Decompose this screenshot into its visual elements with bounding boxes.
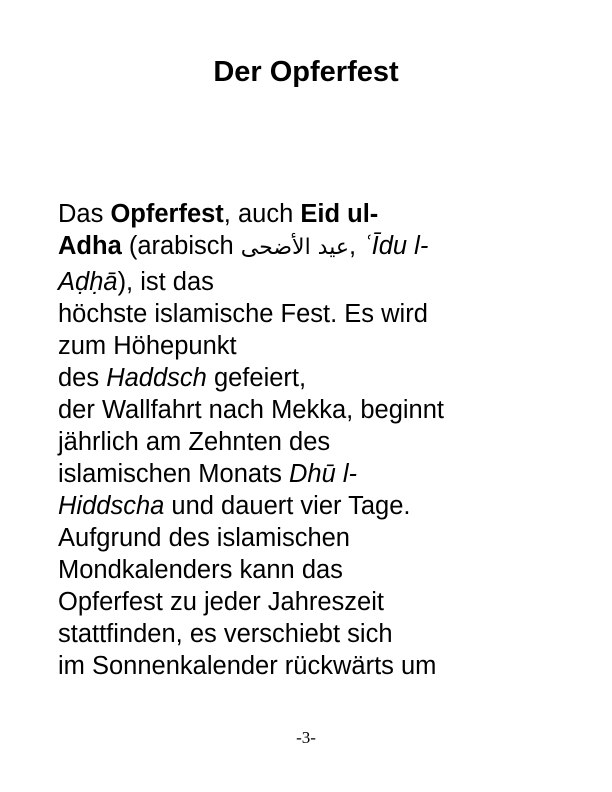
bold-term: Opferfest bbox=[110, 200, 224, 228]
text-line: im Sonnenkalender rückwärts um bbox=[58, 652, 437, 680]
text-line: Mondkalenders kann das bbox=[58, 556, 343, 584]
text-line bbox=[58, 490, 558, 522]
body-paragraph bbox=[58, 198, 558, 682]
text-line: höchste islamische Fest. Es wird bbox=[58, 300, 428, 328]
arabic-term: عيد الأضحى bbox=[240, 235, 349, 260]
italic-term: ʿĪdu l- bbox=[363, 232, 429, 260]
page-title: Der Opferfest bbox=[213, 56, 399, 88]
text-run: , auch bbox=[223, 200, 301, 228]
italic-term: Dhū l- bbox=[289, 460, 358, 488]
text-line bbox=[58, 458, 558, 490]
text-line bbox=[58, 362, 558, 394]
text-line: jährlich am Zehnten des bbox=[58, 428, 331, 456]
bold-term: Adha bbox=[58, 232, 122, 260]
text-run: des bbox=[58, 364, 107, 392]
italic-term: Hiddscha bbox=[58, 492, 165, 520]
text-line: Opferfest zu jeder Jahreszeit bbox=[58, 588, 384, 616]
italic-term: Haddsch bbox=[106, 364, 207, 392]
text-run: ), ist das bbox=[117, 268, 214, 296]
text-run: und dauert vier Tage. bbox=[164, 492, 411, 520]
text-line: stattfinden, es verschiebt sich bbox=[58, 620, 393, 648]
text-run: , bbox=[348, 232, 364, 260]
text-run: islamischen Monats bbox=[58, 460, 290, 488]
page-number: -3- bbox=[296, 728, 316, 747]
text-line: der Wallfahrt nach Mekka, beginnt bbox=[58, 396, 444, 424]
text-line bbox=[58, 230, 558, 266]
text-run: (arabisch bbox=[121, 232, 241, 260]
text-line: Aufgrund des islamischen bbox=[58, 524, 350, 552]
text-line: zum Höhepunkt bbox=[58, 332, 237, 360]
text-run: gefeiert, bbox=[206, 364, 307, 392]
bold-term: Eid ul- bbox=[300, 200, 379, 228]
text-line bbox=[58, 198, 558, 230]
text-run: Das bbox=[58, 200, 111, 228]
text-line bbox=[58, 266, 558, 298]
italic-term: Aḍḥā bbox=[58, 268, 118, 296]
